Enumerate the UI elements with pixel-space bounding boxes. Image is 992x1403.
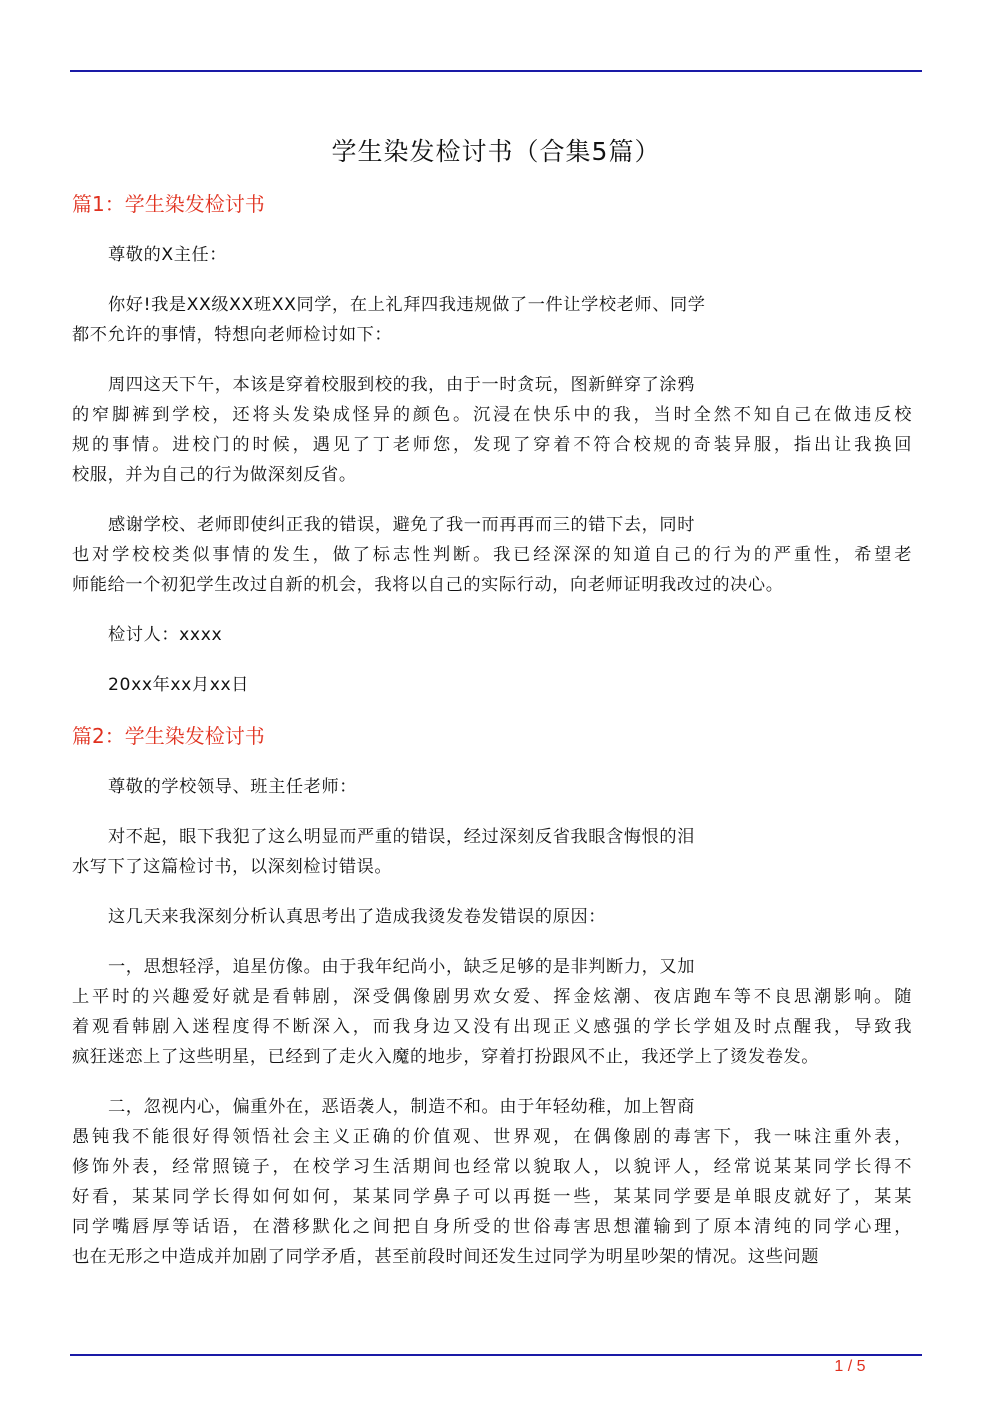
text-line: 校服，并为自己的行为做深刻反省。 [72, 465, 357, 485]
paragraph [72, 1092, 912, 1272]
text-line: 好看，某某同学长得如何如何，某某同学鼻子可以再挺一些，某某同学要是单眼皮就好了，某某 [72, 1187, 912, 1207]
text-line: 愚钝我不能很好得领悟社会主义正确的价值观、世界观，在偶像剧的毒害下，我一味注重外表， [72, 1127, 912, 1147]
header-rule [70, 70, 922, 72]
text-line: 也在无形之中造成并加剧了同学矛盾，甚至前段时间还发生过同学为明星吵架的情况。这些问题 [72, 1247, 820, 1267]
text-line: 水写下了这篇检讨书，以深刻检讨错误。 [72, 857, 393, 877]
text-line: 修饰外表，经常照镜子，在校学习生活期间也经常以貌取人，以貌评人，经常说某某同学长得不 [72, 1157, 912, 1177]
text-line: 都不允许的事情，特想向老师检讨如下： [72, 325, 393, 345]
section-heading: 篇1：学生染发检讨书 [72, 192, 265, 216]
paragraph [72, 822, 912, 882]
paragraph [72, 772, 912, 802]
text-line: 一，思想轻浮，追星仿像。由于我年纪尚小，缺乏足够的是非判断力，又加 [108, 957, 695, 977]
text-line: 感谢学校、老师即使纠正我的错误，避免了我一而再再而三的错下去，同时 [108, 515, 695, 535]
document-title: 学生染发检讨书（合集5篇） [331, 137, 661, 166]
text-line: 对不起，眼下我犯了这么明显而严重的错误，经过深刻反省我眼含悔恨的泪 [108, 827, 695, 847]
paragraph [72, 290, 912, 350]
paragraph [72, 902, 912, 932]
text-line: 周四这天下午，本该是穿着校服到校的我，由于一时贪玩，图新鲜穿了涂鸦 [108, 375, 695, 395]
footer-rule [70, 1354, 922, 1356]
section-heading: 篇2：学生染发检讨书 [72, 724, 265, 748]
text-line: 检讨人：xxxx [108, 625, 223, 645]
document-body [72, 188, 912, 1292]
paragraph [72, 240, 912, 270]
text-line: 着观看韩剧入迷程度得不断深入，而我身边又没有出现正义感强的学长学姐及时点醒我，导致我 [72, 1017, 912, 1037]
text-line: 尊敬的X主任： [108, 245, 228, 265]
text-line: 你好!我是XX级XX班XX同学，在上礼拜四我违规做了一件让学校老师、同学 [108, 295, 706, 315]
text-line: 20xx年xx月xx日 [108, 675, 250, 695]
text-line: 同学嘴唇厚等话语，在潜移默化之间把自身所受的世俗毒害思想灌输到了原本清纯的同学心理， [72, 1217, 912, 1237]
text-line: 疯狂迷恋上了这些明星，已经到了走火入魔的地步，穿着打扮跟风不止，我还学上了烫发卷发。 [72, 1047, 820, 1067]
text-line: 上平时的兴趣爱好就是看韩剧，深受偶像剧男欢女爱、挥金炫潮、夜店跑车等不良思潮影响。随 [72, 987, 912, 1007]
text-line: 二，忽视内心，偏重外在，恶语袭人，制造不和。由于年轻幼稚，加上智商 [108, 1097, 695, 1117]
paragraph [72, 952, 912, 1072]
paragraph [72, 620, 912, 650]
paragraph [72, 510, 912, 600]
text-line: 尊敬的学校领导、班主任老师： [108, 777, 358, 797]
paragraph [72, 370, 912, 490]
paragraph [72, 670, 912, 700]
text-line: 师能给一个初犯学生改过自新的机会，我将以自己的实际行动，向老师证明我改过的决心。 [72, 575, 784, 595]
text-line: 也对学校校类似事情的发生，做了标志性判断。我已经深深的知道自己的行为的严重性，希望老 [72, 545, 912, 565]
text-line: 这几天来我深刻分析认真思考出了造成我烫发卷发错误的原因： [108, 907, 607, 927]
page-number: 1 / 5 [834, 1358, 866, 1375]
text-line: 规的事情。进校门的时候，遇见了丁老师您，发现了穿着不符合校规的奇装异服，指出让我换回 [72, 435, 912, 455]
text-line: 的窄脚裤到学校，还将头发染成怪异的颜色。沉浸在快乐中的我，当时全然不知自己在做违反校 [72, 405, 912, 425]
